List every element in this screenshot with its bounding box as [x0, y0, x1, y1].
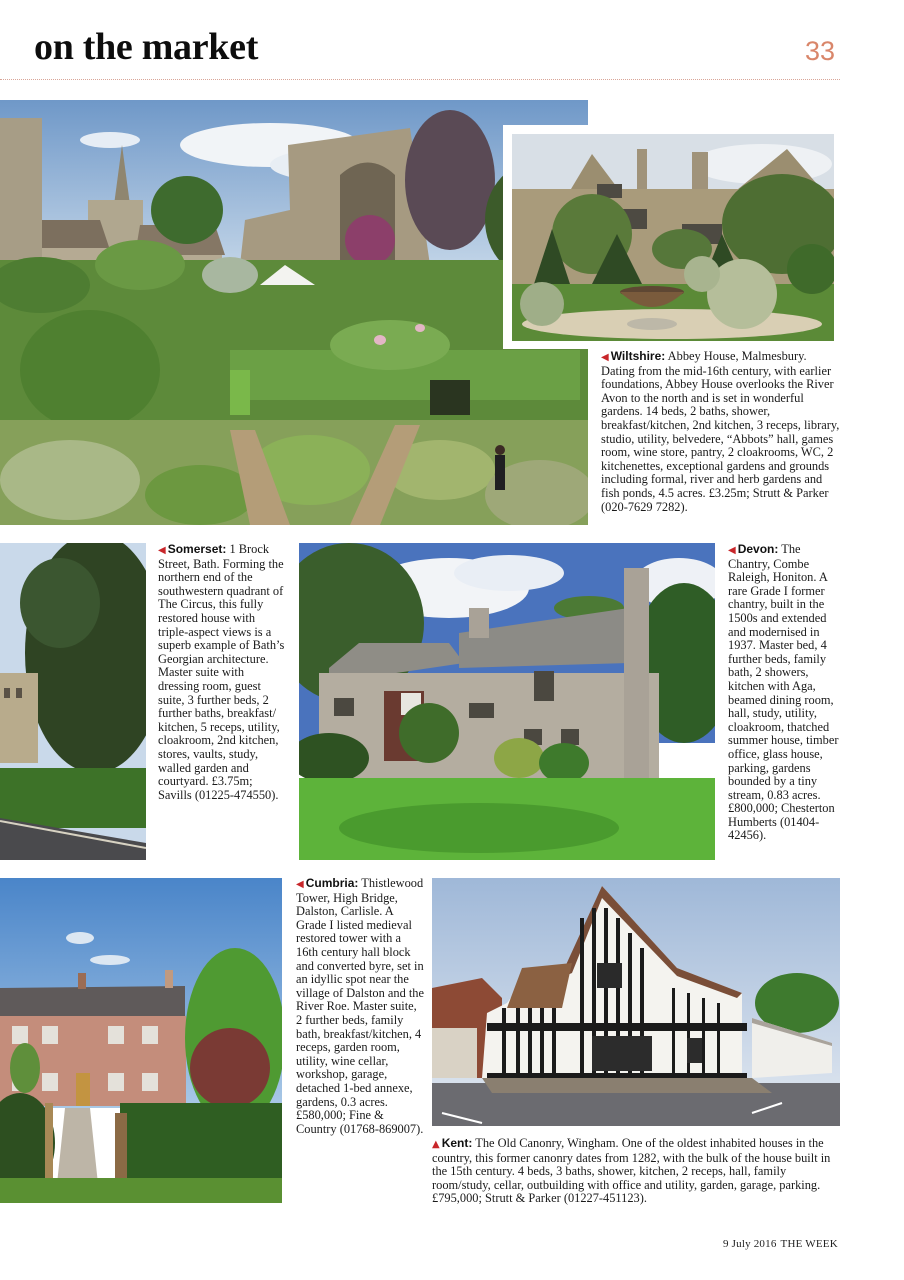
listing-caption-devon [728, 543, 844, 843]
issue-date: 9 July 2016 [723, 1238, 777, 1250]
listing-description: 1 Brock Street, Bath. Forming the northern end of the southwestern quadrant of The Circus, this fully restored house with triple-aspect views is a superb example of Bath’s Georgian architecture. Master suite with dressing room, guest suite, 3 further beds, 2 further baths, breakfast/ kitchen, 5 receps, utility, cloakroom, 2nd kitchen, stores, vaults, study, walled garden and courtyard. £3.75m; Savills (01225-474550). [158, 542, 285, 802]
listing-region: Cumbria: [305, 876, 359, 890]
photo-abbey-house [512, 134, 834, 341]
publication-name: THE WEEK [780, 1238, 838, 1250]
header-divider [0, 79, 840, 80]
photo-old-canonry [432, 878, 840, 1126]
caret-left-icon: ◀ [601, 352, 609, 363]
listing-caption-wiltshire [601, 350, 843, 514]
section-title: on the market [34, 26, 259, 68]
photo-abbey-house-gardens [0, 100, 588, 525]
listing-caption-cumbria [296, 877, 424, 1136]
listing-caption-kent [432, 1137, 844, 1206]
listing-caption-somerset [158, 543, 286, 802]
listing-region: Devon: [737, 542, 779, 556]
listing-region: Somerset: [167, 542, 227, 556]
photo-brock-street [0, 543, 146, 860]
listing-description: Abbey House, Malmesbury. Dating from the mid-16th century, with earlier foundations, Abbey House overlooks the River Avon to the north and is set in wonderful gardens. 14 beds, 2 baths, shower, breakfast/kitchen, 2nd kitchen, 3 receps, library, studio, utility, belvedere, “Abbots” hall, games room, wine store, pantry, 2 cloakrooms, WC, 2 kitchenettes, exceptional gardens and grounds including formal, river and herb gardens and fish ponds, 4.5 acres. £3.25m; Strutt & Parker (020-7629 7282). [601, 349, 840, 514]
listing-region: Wiltshire: [610, 349, 666, 363]
photo-the-chantry [299, 543, 715, 860]
caret-left-icon: ◀ [296, 879, 304, 890]
listing-description: Thistlewood Tower, High Bridge, Dalston, Carlisle. A Grade I listed medieval restored tower with a 16th century hall block and converted byre, set in an idyllic spot near the village of Dalston and the River Roe. Master suite, 2 further beds, family bath, breakfast/kitchen, 4 receps, garden room, utility, wine cellar, workshop, garage, detached 1-bed annexe, gardens, 0.3 acres. £580,000; Fine & Country (01768-869007). [296, 876, 425, 1136]
listing-region: Kent: [441, 1136, 473, 1150]
listing-description: The Chantry, Combe Raleigh, Honiton. A rare Grade I former chantry, built in the 1500s and extended and modernised in 1937. Master bed, 4 further beds, family bath, 2 showers, kitchen with Aga, beamed dining room, hall, study, utility, cloakroom, thatched summer house, timber office, glass house, parking, gardens bounded by a tiny stream, 0.83 acres. £800,000; Chesterton Humberts (01404-42456). [728, 542, 839, 843]
caret-left-icon: ◀ [158, 545, 166, 556]
photo-thistlewood-tower [0, 878, 282, 1203]
caret-up-icon: ▲ [432, 1139, 440, 1150]
page-number: 33 [805, 36, 836, 66]
page-footer [723, 1238, 838, 1250]
caret-left-icon: ◀ [728, 545, 736, 556]
listing-description: The Old Canonry, Wingham. One of the oldest inhabited houses in the country, this former canonry dates from 1282, with the bulk of the house built in the 15th century. 4 beds, 3 baths, shower, kitchen, 2 receps, hall, family room/study, cellar, outbuilding with office and utility, garden, garage, parking. £795,000; Strutt & Parker (01227-451123). [432, 1136, 831, 1206]
